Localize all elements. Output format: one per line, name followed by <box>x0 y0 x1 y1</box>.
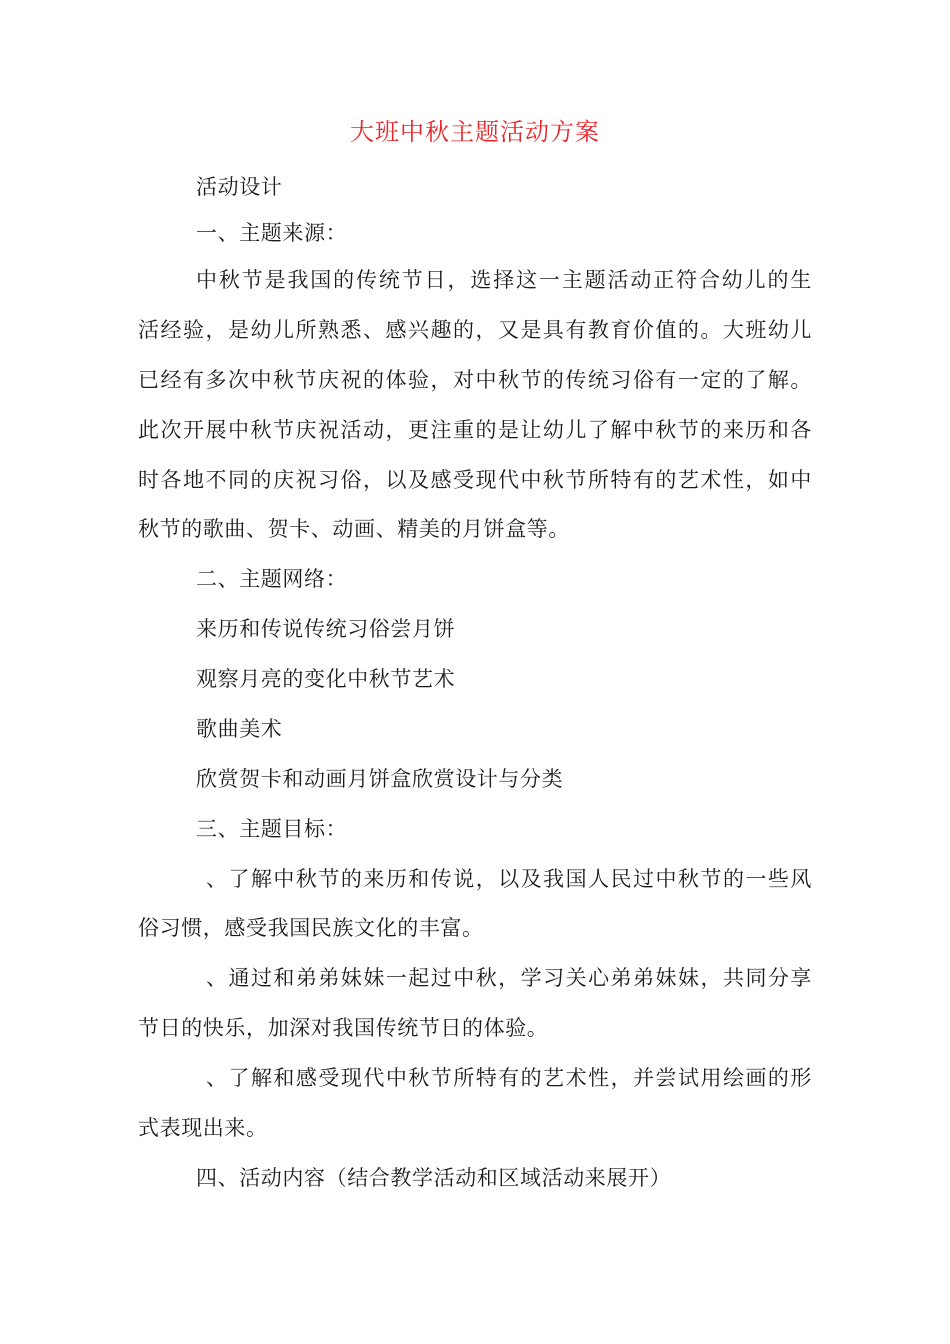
network-line: 歌曲美术 <box>196 717 283 741</box>
section-heading-theme-source: 一、主题来源： <box>196 221 348 245</box>
goal-line: 节日的快乐，加深对我国传统节日的体验。 <box>138 1016 549 1040</box>
section-heading-activity-design: 活动设计 <box>196 175 283 199</box>
paragraph-line: 秋节的歌曲、贺卡、动画、精美的月饼盒等。 <box>138 517 570 541</box>
paragraph-line: 活经验，是幼儿所熟悉、感兴趣的，又是具有教育价值的。大班幼儿 <box>138 318 812 342</box>
section-heading-theme-goals: 三、主题目标： <box>196 817 348 841</box>
section-heading-theme-network: 二、主题网络： <box>196 567 348 591</box>
goal-line: 俗习惯，感受我国民族文化的丰富。 <box>138 916 484 940</box>
goal-line: 、了解中秋节的来历和传说，以及我国人民过中秋节的一些风 <box>206 867 812 891</box>
goal-line: 、通过和弟弟妹妹一起过中秋，学习关心弟弟妹妹，共同分享 <box>206 966 812 990</box>
paragraph-line: 此次开展中秋节庆祝活动，更注重的是让幼儿了解中秋节的来历和各 <box>138 418 812 442</box>
network-line: 来历和传说传统习俗尝月饼 <box>196 617 456 641</box>
paragraph-line: 时各地不同的庆祝习俗，以及感受现代中秋节所特有的艺术性，如中 <box>138 468 812 492</box>
section-heading-activity-content: 四、活动内容（结合教学活动和区域活动来展开） <box>196 1166 672 1190</box>
network-line: 观察月亮的变化中秋节艺术 <box>196 667 456 691</box>
goal-line: 、了解和感受现代中秋节所特有的艺术性，并尝试用绘画的形 <box>206 1066 812 1090</box>
paragraph-line: 中秋节是我国的传统节日，选择这一主题活动正符合幼儿的生 <box>196 268 812 292</box>
network-line: 欣赏贺卡和动画月饼盒欣赏设计与分类 <box>196 767 564 791</box>
goal-line: 式表现出来。 <box>138 1116 268 1140</box>
document-title: 大班中秋主题活动方案 <box>350 118 600 146</box>
paragraph-line: 已经有多次中秋节庆祝的体验，对中秋节的传统习俗有一定的了解。 <box>138 368 812 392</box>
